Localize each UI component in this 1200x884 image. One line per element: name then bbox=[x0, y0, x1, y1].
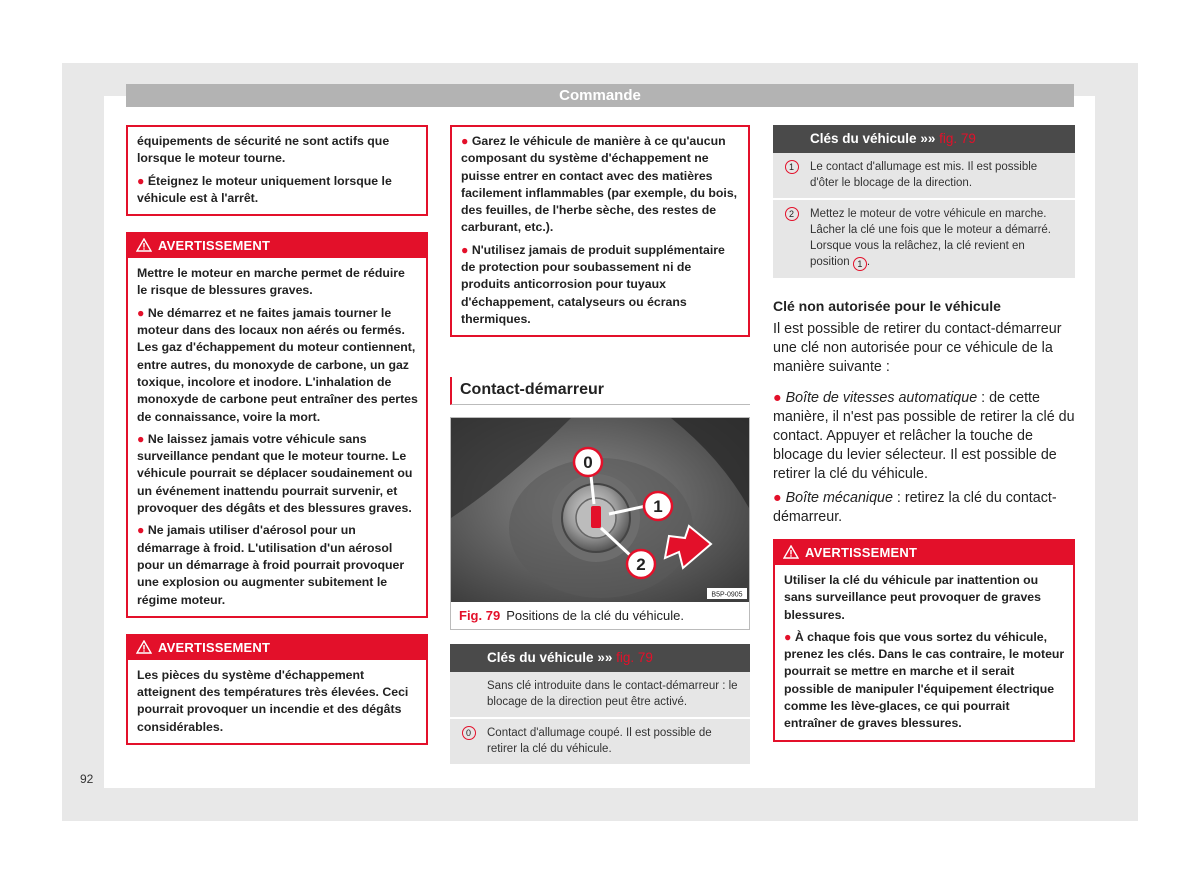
warning-triangle-icon bbox=[783, 545, 799, 559]
table-row bbox=[450, 719, 750, 766]
warning-box-engine bbox=[126, 232, 428, 618]
table-row-text: Le contact d'allumage est mis. Il est possible d'ôter le blocage de la direction. bbox=[810, 161, 1038, 189]
list-item: ● Boîte de vitesses automatique : de cette manière, il n'est pas possible de retirer la clé du contact. Appuyer et relâcher la touche de blocage du levier sélecteur. Il est possible de retirer la clé du véhicule. bbox=[773, 390, 1075, 482]
column-1 bbox=[126, 125, 428, 761]
figure-marker-2: 2 bbox=[636, 555, 646, 575]
body-text: Il est possible de retirer du contact-démarreur une clé non autorisée pour ce véhicule de la manière suivante : ● Boîte de vitesses automatique : de cette manière, il n'est pas possible de retirer la clé du contact. Appuyer et relâcher la touche de blocage du levier sélecteur. Il est possible de retirer la clé du véhicule. ● Boîte mécanique : retirez la clé du contact-démarreur. bbox=[773, 321, 1075, 525]
subheading: Clé non autorisée pour le véhicule bbox=[773, 298, 1001, 314]
warning-triangle-icon bbox=[136, 238, 152, 252]
bullet-icon: ● bbox=[461, 134, 469, 148]
warning-text: Utiliser la clé du véhicule par inattention ou sans surveillance peut provoquer de graves blessures. bbox=[784, 573, 1041, 622]
page-number: 92 bbox=[80, 772, 94, 786]
figure-79 bbox=[450, 417, 750, 630]
bullet-icon: ● bbox=[773, 390, 782, 406]
bullet-icon: ● bbox=[784, 629, 792, 644]
warning-text: Les pièces du système d'échappement atteignent des températures très élevées. Ceci pourrait provoquer un incendie et des dégâts considérables. bbox=[137, 667, 409, 734]
warning-bullet: ● Ne jamais utiliser d'aérosol pour un démarrage à froid. L'utilisation d'un aérosol pour un démarrage à froid pourrait provoquer une explosion ou augmenter subitement le régime moteur. bbox=[137, 523, 405, 607]
figure-caption: Fig. 79 Positions de la clé du véhicule. bbox=[459, 608, 684, 624]
section-title: Contact-démarreur bbox=[450, 377, 750, 405]
warning-header: AVERTISSEMENT bbox=[128, 234, 426, 258]
bullet-icon: ● bbox=[773, 490, 782, 506]
table-row bbox=[450, 672, 750, 719]
column-3 bbox=[773, 125, 1075, 758]
table-row-text: Mettez le moteur de votre véhicule en marche. Lâcher la clé une fois que le moteur a démarré. Lorsque vous la relâchez, la clé revient en position 1 . bbox=[810, 208, 1051, 269]
table-row-text: Contact d'allumage coupé. Il est possible de retirer la clé du véhicule. bbox=[487, 727, 712, 756]
bullet-icon: ● bbox=[137, 305, 145, 320]
position-number: 1 bbox=[853, 257, 867, 271]
table-header: Clés du véhicule »» fig. 79 bbox=[450, 644, 750, 672]
warning-bullet: ● N'utilisez jamais de produit supplémentaire de protection pour soubassement ni de produits anticorrosion pour tuyaux d'échappement, catalyseurs ou écrans thermiques. bbox=[461, 242, 725, 326]
list-item: ● Boîte mécanique : retirez la clé du contact-démarreur. bbox=[773, 490, 1057, 525]
warning-box-key bbox=[773, 539, 1075, 742]
bullet-icon: ● bbox=[137, 173, 145, 188]
key-positions-table-2 bbox=[773, 125, 1075, 280]
figure-marker-0: 0 bbox=[583, 453, 593, 473]
warning-bullet: ● Garez le véhicule de manière à ce qu'aucun composant du système d'échappement ne puisse entrer en contact avec des matières facilement inflammables (par exemple, du bois, des feuilles, de l'herbe sèche, des restes de carburant, etc.). bbox=[461, 134, 738, 235]
key-positions-table-1 bbox=[450, 644, 750, 766]
table-row-text: Sans clé introduite dans le contact-démarreur : le blocage de la direction peut être activé. bbox=[487, 680, 738, 709]
position-number: 2 bbox=[785, 207, 799, 221]
warning-bullet: ● À chaque fois que vous sortez du véhicule, prenez les clés. Dans le cas contraire, le moteur pourrait se mettre en marche et il serait possible de manipuler l'équipement électrique comme les lève-glaces, ce qui pourrait entraîner de graves blessures. bbox=[784, 629, 1065, 731]
figure-marker-1: 1 bbox=[653, 497, 663, 517]
warning-continuation-box bbox=[126, 125, 428, 216]
warning-bullet: ● Ne démarrez et ne faites jamais tourner le moteur dans des locaux non aérés ou fermés. Les gaz d'échappement du moteur contiennent, entre autres, du monoxyde de carbone, un gaz toxique, incolore et inodore. L'inhalation de monoxyde de carbone peut entraîner des pertes de connaissance, voire la mort. bbox=[137, 305, 418, 424]
warning-text: équipements de sécurité ne sont actifs que lorsque le moteur tourne. bbox=[137, 134, 390, 166]
position-number: 0 bbox=[462, 726, 476, 740]
warning-header: AVERTISSEMENT bbox=[775, 541, 1073, 565]
warning-header: AVERTISSEMENT bbox=[128, 636, 426, 660]
ignition-photo bbox=[451, 418, 749, 602]
figure-code: B5P-0905 bbox=[711, 591, 743, 599]
table-header: Clés du véhicule »» fig. 79 bbox=[773, 125, 1075, 153]
warning-box-exhaust bbox=[126, 634, 428, 745]
bullet-icon: ● bbox=[461, 242, 469, 257]
column-2 bbox=[450, 125, 750, 766]
warning-text: Mettre le moteur en marche permet de réduire le risque de blessures graves. bbox=[137, 266, 405, 298]
table-row bbox=[773, 153, 1075, 200]
position-number: 1 bbox=[785, 160, 799, 174]
warning-bullet: ● Éteignez le moteur uniquement lorsque le véhicule est à l'arrêt. bbox=[137, 173, 392, 205]
warning-continuation-box bbox=[450, 125, 750, 337]
warning-triangle-icon bbox=[136, 640, 152, 654]
bullet-icon: ● bbox=[137, 523, 145, 538]
bullet-icon: ● bbox=[137, 431, 145, 446]
table-row bbox=[773, 200, 1075, 280]
chapter-header: Commande bbox=[126, 84, 1074, 107]
warning-bullet: ● Ne laissez jamais votre véhicule sans surveillance pendant que le moteur tourne. Le véhicule pourrait se déplacer soudainement ou un événement inattendu pourrait survenir, et provoquer des dégâts et des blessures graves. bbox=[137, 431, 413, 516]
